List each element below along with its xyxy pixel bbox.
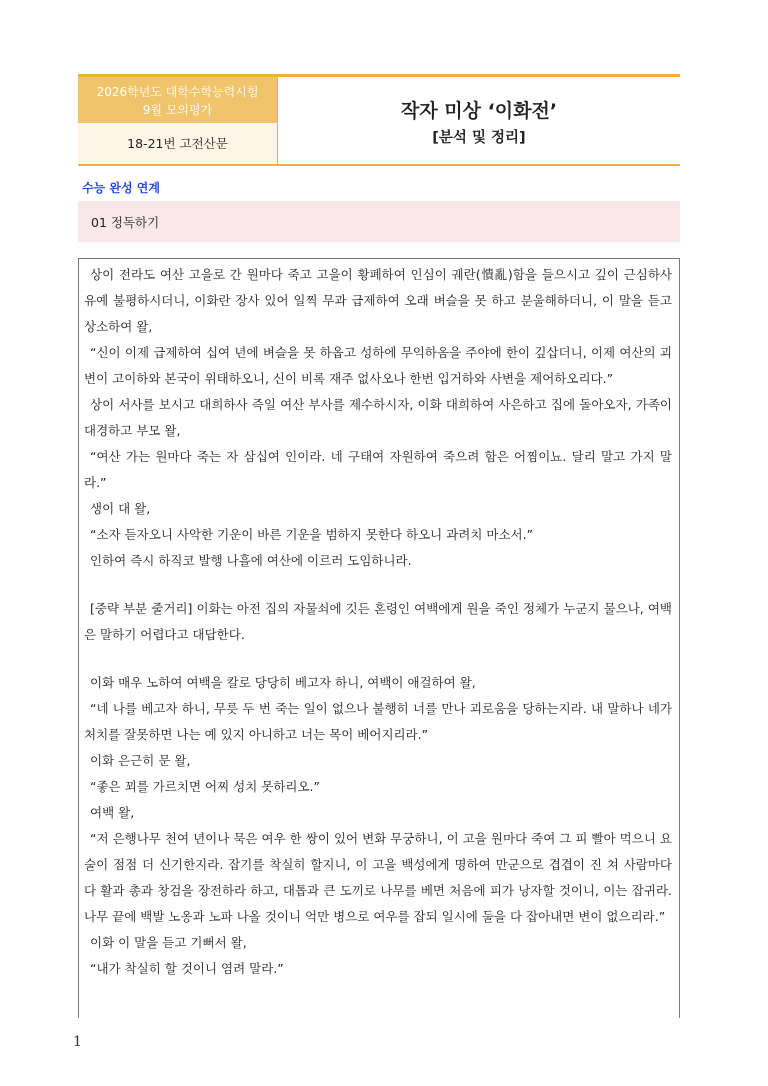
document-header xyxy=(78,74,680,166)
passage-paragraph: 생이 대 왈, xyxy=(90,501,151,516)
header-bottom-rule xyxy=(78,164,680,166)
passage-paragraph: 상이 서사를 보시고 대희하사 즉일 여산 부사를 제수하시자, 이화 대희하여 사은하고 집에 돌아오자, 가족이 대경하고 부모 왈, xyxy=(84,397,672,438)
question-range: 18-21번 고전산문 xyxy=(78,123,277,164)
page-number: 1 xyxy=(73,1034,82,1050)
section-heading-bar xyxy=(78,201,680,242)
passage-paragraph: 이화 이 말을 듣고 기뻐서 왈, xyxy=(90,935,247,950)
passage-paragraph: “신이 이제 급제하여 십여 년에 벼슬을 못 하옵고 성하에 무익하옴을 주야에 한이 깊삽더니, 이제 여산의 괴변이 고이하와 본국이 위태하오니, 신이 비록 재주 없사오나 한번 입거하와 사변을 제어하오리다.” xyxy=(84,345,672,386)
passage-paragraph: 이화 매우 노하여 여백을 칼로 당당히 베고자 하니, 여백이 애걸하여 왈, xyxy=(90,675,476,690)
section-label: 수능 완성 연계 xyxy=(82,181,160,195)
passage-paragraph: “여산 가는 원마다 죽는 자 삼십여 인이라. 네 구태여 자원하여 죽으려 함은 어찜이뇨. 달리 말고 가지 말라.” xyxy=(84,449,672,490)
passage-paragraph: 인하여 즉시 하직코 발행 나흘에 여산에 이르러 도임하니라. xyxy=(90,553,412,568)
passage-paragraph: “소자 듣자오니 사악한 기운이 바른 기운을 범하지 못한다 하오니 과려치 마소서.” xyxy=(90,527,534,542)
page-title: 작자 미상 ‘이화전’ xyxy=(400,100,558,122)
passage-summary: [중략 부분 줄거리] 이화는 아전 집의 자물쇠에 깃든 혼령인 여백에게 원을 죽인 정체가 누군지 물으나, 여백은 말하기 어렵다고 대답한다. xyxy=(84,601,672,642)
exam-year-line: 2026학년도 대학수학능력시험 xyxy=(96,85,259,99)
passage-paragraph: 여백 왈, xyxy=(90,805,135,820)
section-heading: 01 정독하기 xyxy=(91,215,160,230)
passage-paragraph: “좋은 꾀를 가르치면 어찌 성치 못하리오.” xyxy=(90,779,320,794)
passage-paragraph: “네 나를 베고자 하니, 무릇 두 번 죽는 일이 없으나 불행히 너를 만나 괴로움을 당하는지라. 내 말하나 네가 처치를 잘못하면 나는 예 있지 아니하고 너는 목이 베어지리라.” xyxy=(84,701,672,742)
exam-name-line: 9월 모의평가 xyxy=(142,103,213,117)
exam-info-box xyxy=(78,77,277,123)
passage-paragraph: “내가 착실히 할 것이니 염려 말라.” xyxy=(90,961,284,976)
passage-paragraph: “저 은행나무 천여 년이나 묵은 여우 한 쌍이 있어 변화 무궁하니, 이 고을 원마다 죽여 그 피 빨아 먹으니 요술이 점점 더 신기한지라. 잡기를 착실히 할지니, 이 고을 백성에게 명하여 만군으로 겹겹이 진 쳐 사람마다 다 활과 총과 창검을 장전하라 하고, 대톱과 큰 도끼로 나무를 베면 처음에 피가 낭자할 것이니, 이는 잡귀라. 나무 끝에 백발 노옹과 노파 나올 것이니 억만 병으로 여우를 잡되 일시에 둘을 다 잡아내면 변이 없으리라.” xyxy=(84,831,672,924)
passage-paragraph: 상이 전라도 여산 고을로 간 원마다 죽고 고을이 황폐하여 인심이 궤란(憒亂)함을 들으시고 깊이 근심하사 유예 불평하시더니, 이화란 장사 있어 일찍 무과 급제하여 오래 벼슬을 못 하고 분울해하더니, 이 말을 듣고 상소하여 왈, xyxy=(84,267,672,334)
passage-paragraph: 이화 은근히 문 왈, xyxy=(90,753,191,768)
passage-text xyxy=(84,262,672,982)
page-subtitle: [분석 및 정리] xyxy=(432,130,526,146)
